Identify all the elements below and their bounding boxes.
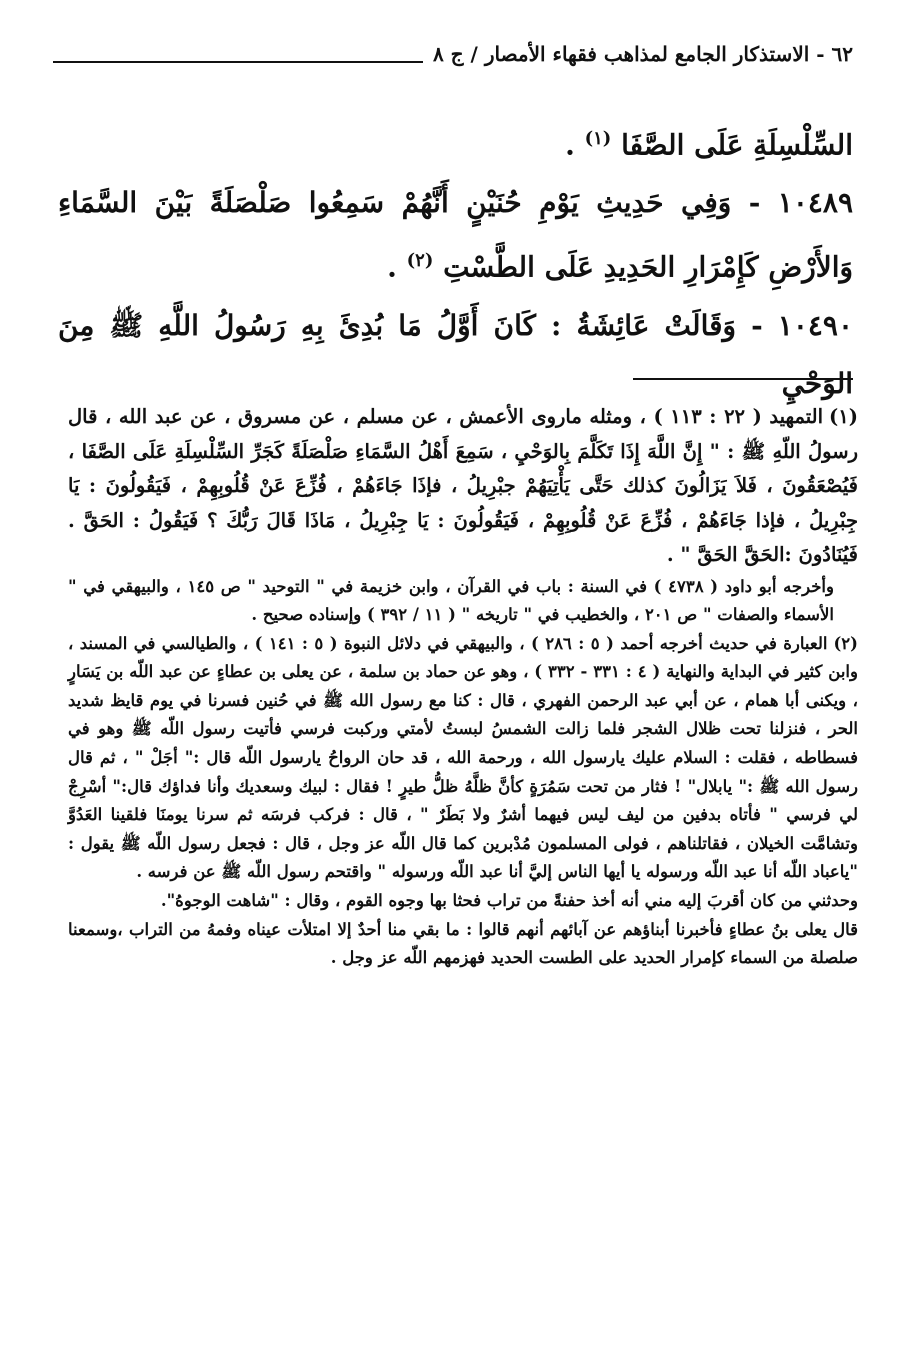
paragraph-10489: [58, 174, 853, 296]
page-header: [53, 30, 853, 66]
running-title: ٦٢ - الاستذكار الجامع لمذاهب فقهاء الأمصار / ج ٨: [432, 42, 853, 66]
footnote-ref-2: (٢): [406, 250, 434, 272]
footnote-1-text: التمهيد ( ٢٢ : ١١٣ ) ، ومثله ماروى الأعمش ، عن مسلم ، عن مسروق ، عن عبد الله ، قال رسولُ اللّهِ ﷺ : " إِنَّ اللَّهَ إِذَا تَكَلَّمَ بِالوَحْيِ ، سَمِعَ أَهْلُ السَّمَاءِ صَلْصَلَةً كَجَرِّ السِّلْسِلَةِ عَلَى الصَّفَا ، فَيُصْعَقُونَ ، فَلاَ يَزَالُونَ كذلك حَتَّى يَأْتِيَهُمْ جبْرِيلُ ، فإذَا جَاءَهُمْ ، فُزِّعَ عَنْ قُلُوبِهِمْ ، فَيَقُولُونَ : يَا جِبْرِيلُ ، فإذا جَاءَهُمْ ، فُزِّعَ عَنْ قُلُوبِهِمْ ، فَيَقُولُونَ : يَا جِبْرِيلُ ، مَاذَا قَالَ رَبُّكَ ؟ فَيَقُولُ : الحَقَّ . فَيُنَادُونَ :الحَقَّ الحَقَّ " .: [68, 405, 858, 566]
footnote-2-text: العبارة في حديث أخرجه أحمد ( ٥ : ٢٨٦ ) ، والبيهقي في دلائل النبوة ( ٥ : ١٤١ ) ، والطيالسي في المسند ، وابن كثير في البداية والنهاية ( ٤ : ٣٣١ - ٣٣٢ ) ، وهو عن حماد بن سلمة ، عن يعلى بن عطاءٍ عن عبد اللّه بن يَسَارٍ ، ويكنى أبا همام ، عن أبي عبد الرحمن الفهري ، قال : كنا مع رسول الله ﷺ في حُنين فسرنا في يوم قايظ شديد الحر ، فنزلنا تحت ظلال الشجر فلما زالت الشمسُ لبستُ لأمتي وركبت فرسي فأتيت رسول اللّه ﷺ وهو في فسطاطه ، فقلت : السلام عليك يارسول الله ، ورحمة الله ، قد حان الرواحُ يارسول اللّه قال :" أجَلْ " ، ثم قال رسول الله ﷺ :" يابلال" ! فثار من تحت سَمُرَةٍ كأنَّ ظلَّهُ ظلُّ طيرٍ ! فقال : لبيك وسعديك وأنا فداؤك قال:" أسْرِجْ لي فرسي " فأتاه بدفين من ليف ليس فيهما أشرٌ ولا بَطَرٌ " ، قال : فركب فرسَه ثم سرنا يومنَا فلقينا العَدُوَّ وتشامَّت الخيلان ، فقاتلناهم ، فولى المسلمون مُدْبرين كما قال اللّه عز وجل ، قال : فجعل رسول اللّه ﷺ يقول : "ياعباد اللّه أنا عبد اللّه ورسوله يا أيها الناس إليَّ أنا عبد اللّه ورسوله " واقتحم رسول اللّه ﷺ عن فرسه .: [68, 633, 858, 882]
paragraph-1: [58, 110, 853, 174]
header-rule: [53, 61, 423, 63]
paragraph-10489-text: ١٠٤٨٩ - وَفِي حَدِيثِ يَوْمِ حُنَيْنٍ أَنَّهُمْ سَمِعُوا صَلْصَلَةً بَيْنَ السَّمَاءِ وَالأَرْضِ كَإِمْرَارِ الحَدِيدِ عَلَى الطَّسْتِ: [58, 186, 853, 284]
footnote-ref-1: (١): [584, 128, 612, 149]
paragraph-10490: ١٠٤٩٠ - وَقَالَتْ عَائِشَةُ : كَانَ أَوَّلُ مَا بُدِئَ بِهِ رَسُولُ اللَّهِ ﷺ مِنَ الوَحْيِ: [58, 308, 853, 400]
paragraph-1-end: .: [565, 128, 585, 162]
paragraph-1-text: السِّلْسِلَةِ عَلَى الصَّفَا: [621, 128, 853, 162]
footnote-divider: [633, 378, 853, 380]
paragraph-10489-end: .: [387, 250, 407, 284]
footnotes: [68, 400, 858, 973]
footnote-2-number: (٢): [833, 633, 858, 653]
footnote-2-continuation: وحدثني من كان أقربَ إليه مني أنه أخذ حفنةً من تراب فحثا بها وجوه القوم ، وقال : "شاهت الوجوهُ".: [160, 891, 858, 911]
footnote-1-number: (١): [829, 405, 858, 428]
footnote-1-sources: وأخرجه أبو داود ( ٤٧٣٨ ) في السنة : باب في القرآن ، وابن خزيمة في " التوحيد " ص ١٤٥ ، والبيهقي في " الأسماء والصفات " ص ٢٠١ ، والخطيب في " تاريخه " ( ١١ / ٣٩٢ ) وإسناده صحيح .: [68, 576, 834, 625]
footnote-1: [68, 400, 858, 573]
footnote-2-conclusion: قال يعلى بنُ عطاءٍ فأخبرنا أبناؤهم عن آبائهم أنهم قالوا : ما بقي منا أحدٌ إلا امتلأت عيناه وفمهُ من التراب ،وسمعنا صلصلة من السماء كإمرار الحديد على الطست الحديد فهزمهم اللّه عز وجل .: [68, 919, 858, 968]
footnote-2: [68, 630, 858, 887]
main-text: [58, 110, 853, 413]
